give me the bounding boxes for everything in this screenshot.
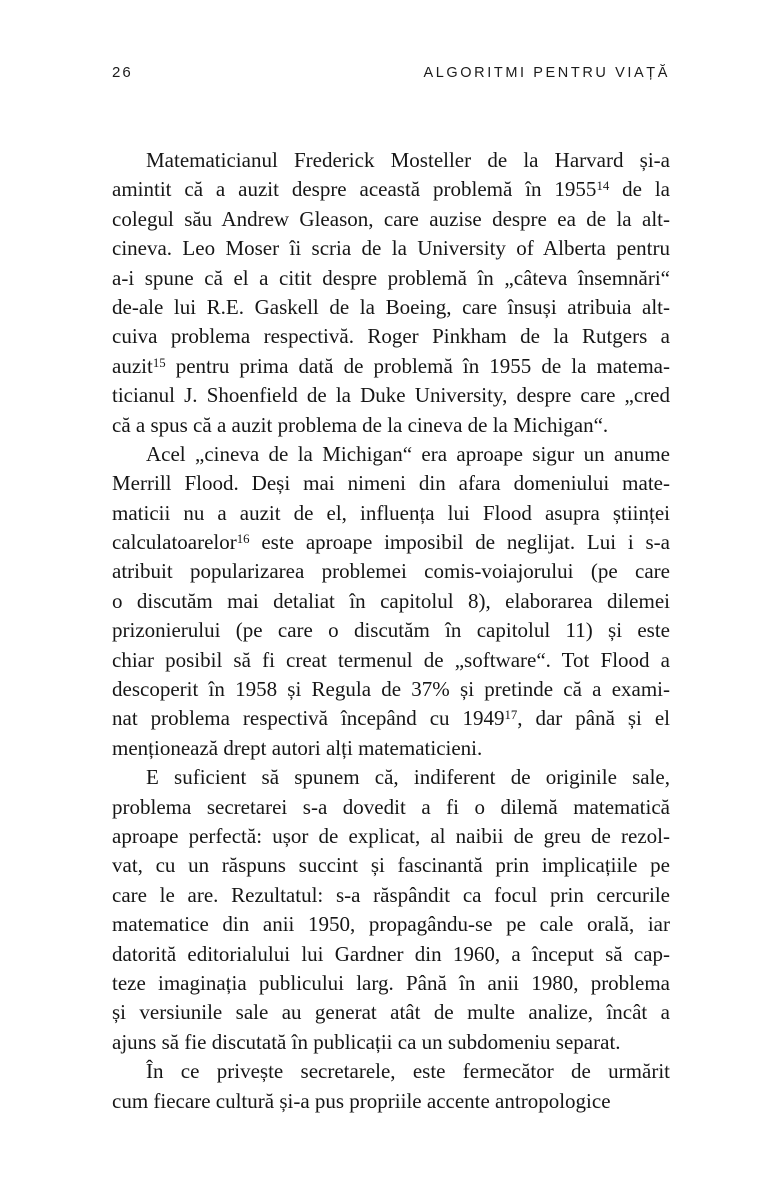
text-line: a-i spune că el a citit despre problemă în „câteva însemnări“	[112, 265, 670, 290]
text-line: teze imaginația publicului larg. Până în anii 1980, problema	[112, 970, 670, 995]
page-number: 26	[112, 64, 133, 81]
text-line: descoperit în 1958 și Regula de 37% și pretinde că a exami-	[112, 677, 670, 702]
text-line: cum fiecare cultură și-a pus propriile accente antropologice	[112, 1088, 611, 1113]
text-line: În ce privește secretarele, este fermecător de urmărit	[146, 1059, 670, 1084]
text-line: nat problema respectivă începând cu 1949$^{17}$, dar până și el	[112, 706, 670, 731]
footnote-ref: 16	[236, 531, 250, 546]
text-line: Acel „cineva de la Michigan“ era aproape sigur un anume	[146, 441, 670, 466]
text-line: ajuns să fie discutată în publicații ca un subdomeniu separat.	[112, 1029, 621, 1054]
text-line: menționează drept autori alți matematicieni.	[112, 735, 483, 760]
text-line: prizonierului (pe care o discutăm în capitolul 11) și este	[112, 618, 670, 643]
text-line: că a spus că a auzit problema de la cineva de la Michigan“.	[112, 412, 609, 437]
text-line: amintit că a auzit despre această problemă în 1955$^{14}$ de la	[112, 177, 670, 202]
text-line: ticianul J. Shoenfield de la Duke University, despre care „cred	[112, 383, 671, 408]
text-line: aproape perfectă: ușor de explicat, al naibii de greu de rezol-	[112, 823, 670, 848]
text-line: Matematicianul Frederick Mosteller de la Harvard și-a	[146, 148, 670, 172]
text-line: problema secretarei s-a dovedit a fi o dilemă matematică	[112, 794, 670, 819]
running-title: ALGORITMI PENTRU VIAȚĂ	[423, 65, 670, 81]
text-line: o discutăm mai detaliat în capitolul 8), elaborarea dilemei	[112, 588, 670, 613]
text-line: calculatoarelor$^{16}$ este aproape imposibil de neglijat. Lui i s-a	[112, 530, 671, 555]
text-line: atribuit popularizarea problemei comis-voiajorului (pe care	[112, 559, 670, 584]
text-line: matematice din anii 1950, propagându-se pe cale orală, iar	[112, 912, 670, 937]
text-line: maticii nu a auzit de el, influența lui Flood asupra științei	[112, 500, 670, 525]
text-line: colegul său Andrew Gleason, care auzise despre ea de la alt-	[112, 206, 670, 231]
text-line: E suficient să spunem că, indiferent de originile sale,	[146, 765, 670, 790]
text-line: datorită editorialului lui Gardner din 1960, a început să cap-	[112, 941, 670, 966]
page-header	[112, 64, 670, 81]
text-line: cuiva problema respectivă. Roger Pinkham de la Rutgers a	[112, 324, 670, 349]
text-line: Merrill Flood. Deși mai nimeni din afara domeniului mate-	[112, 471, 670, 496]
page-body	[112, 146, 670, 1116]
text-line: care le are. Rezultatul: s-a răspândit ca focul prin cercurile	[112, 882, 671, 907]
text-line: de-ale lui R.E. Gaskell de la Boeing, care însuși atribuia alt-	[112, 294, 671, 319]
text-line: vat, cu un răspuns succint și fascinantă prin implicațiile pe	[112, 853, 670, 878]
footnote-ref: 17	[504, 708, 518, 723]
text-line: și versiunile sale au generat atât de multe analize, încât a	[112, 1000, 670, 1025]
text-line: chiar posibil să fi creat termenul de „software“. Tot Flood a	[112, 647, 670, 672]
footnote-ref: 14	[596, 179, 610, 194]
text-line: auzit$^{15}$ pentru prima dată de problemă în 1955 de la matema-	[112, 353, 670, 378]
footnote-ref: 15	[152, 355, 166, 370]
text-line: cineva. Leo Moser îi scria de la University of Alberta pentru	[112, 236, 670, 261]
